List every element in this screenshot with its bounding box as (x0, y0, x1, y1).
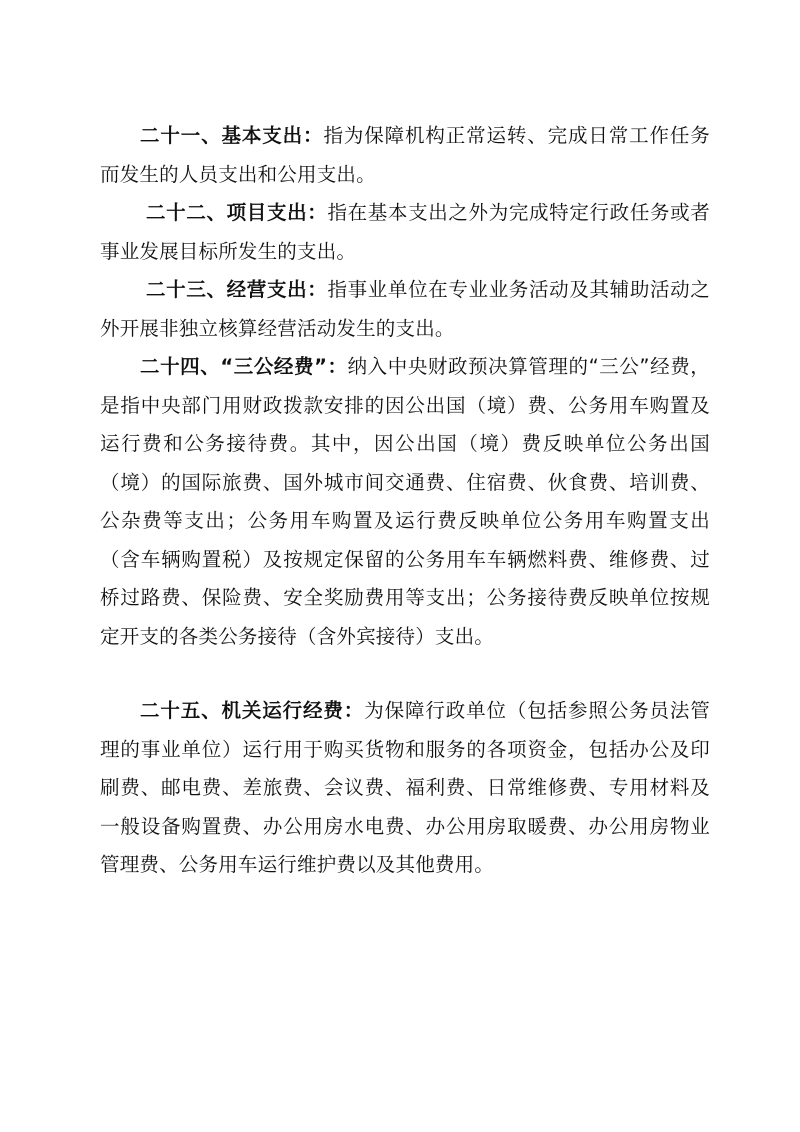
definition-paragraph-24 (100, 348, 710, 656)
definition-term: 二十二、项目支出： (146, 201, 328, 224)
definition-body: 指为保障机构正常运转、完成日常工作任务而发生的人员支出和公用支出。 (100, 124, 710, 186)
definition-body: 指在基本支出之外为完成特定行政任务或者事业发展目标所发生的支出。 (100, 201, 710, 263)
definition-paragraph-23 (100, 271, 710, 348)
definition-term: 二十四、“三公经费”： (140, 355, 348, 378)
definition-body: 指事业单位在专业业务活动及其辅助活动之外开展非独立核算经营活动发生的支出。 (100, 278, 710, 340)
definition-body: 纳入中央财政预决算管理的“三公”经费，是指中央部门用财政拨款安排的因公出国（境）费、公务用车购置及运行费和公务接待费。其中，因公出国（境）费反映单位公务出国（境）的国际旅费、国外城市间交通费、住宿费、伙食费、培训费、公杂费等支出；公务用车购置及运行费反映单位公务用车购置支出（含车辆购置税）及按规定保留的公务用车车辆燃料费、维修费、过桥过路费、保险费、安全奖励费用等支出；公务接待费反映单位按规定开支的各类公务接待（含外宾接待）支出。 (100, 355, 710, 648)
definition-paragraph-22 (100, 194, 710, 271)
definition-body: 为保障行政单位（包括参照公务员法管理的事业单位）运行用于购买货物和服务的各项资金，包括办公及印刷费、邮电费、差旅费、会议费、福利费、日常维修费、专用材料及一般设备购置费、办公用房水电费、办公用房取暖费、办公用房物业管理费、公务用车运行维护费以及其他费用。 (100, 699, 711, 876)
definition-paragraph-25 (100, 692, 710, 885)
definition-term: 二十五、机关运行经费： (140, 699, 365, 722)
definition-term: 二十一、基本支出： (140, 124, 324, 147)
definition-paragraph-21 (100, 117, 710, 194)
definition-term: 二十三、经营支出： (146, 278, 328, 301)
